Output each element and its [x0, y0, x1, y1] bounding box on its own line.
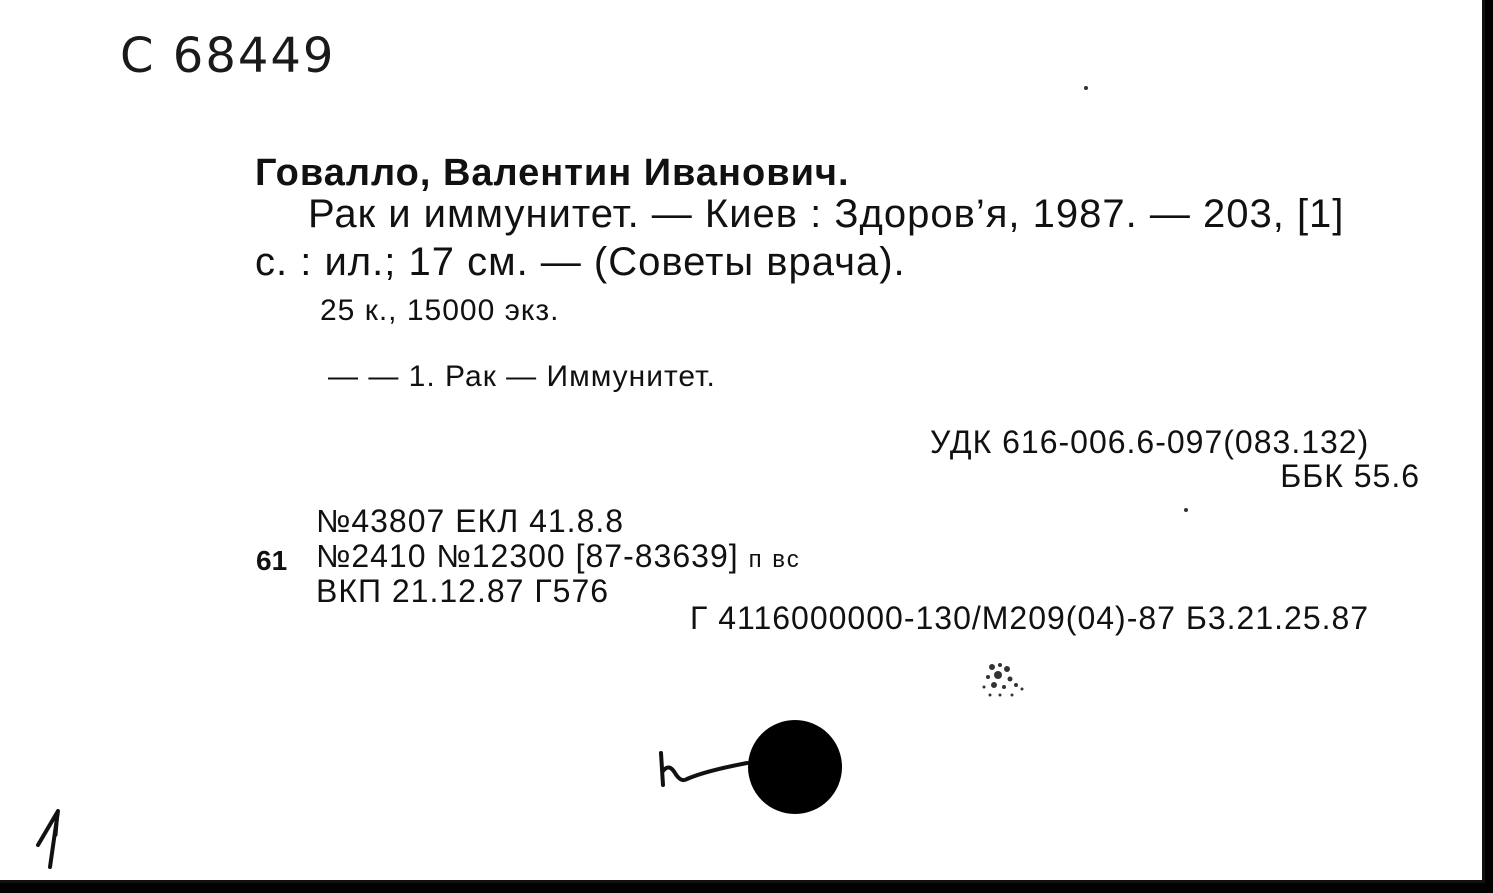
speck: [1184, 508, 1188, 512]
call-number: С 68449: [120, 28, 336, 84]
accession-line-3: ВКП 21.12.87 Г576: [316, 573, 610, 609]
physical-description: с. : ил.; 17 см. — (Советы врача).: [255, 240, 906, 284]
price-and-run: 25 к., 15000 экз.: [320, 294, 560, 327]
subject-tracings: — — 1. Рак — Иммунитет.: [328, 360, 716, 393]
handwritten-numeral-icon: [28, 805, 68, 875]
accession-line-2-main: №2410 №12300 [87-83639]: [316, 538, 739, 574]
accession-line-2: [316, 538, 801, 575]
ink-smudge-mark: [972, 655, 1032, 705]
author-heading: Говалло, Валентин Иванович.: [255, 152, 850, 194]
accession-line-2-suffix: п вс: [748, 546, 801, 573]
code-61: 61: [256, 545, 288, 576]
punch-hole: [748, 720, 842, 814]
gost-code-line: Г 4116000000-130/М209(04)-87 Б3.21.25.87: [690, 600, 1370, 636]
speck: [1084, 86, 1088, 90]
title-statement: Рак и иммунитет. — Киев : Здоров’я, 1987. — 203, [1]: [308, 192, 1345, 236]
accession-line-1: №43807 ЕКЛ 41.8.8: [316, 503, 625, 539]
margin-handwritten-number: [28, 805, 68, 875]
udk-code: УДК 616-006.6-097(083.132): [930, 424, 1370, 460]
bbk-code: ББК 55.6: [1280, 458, 1420, 494]
handwritten-squiggle-mark: [655, 745, 755, 795]
